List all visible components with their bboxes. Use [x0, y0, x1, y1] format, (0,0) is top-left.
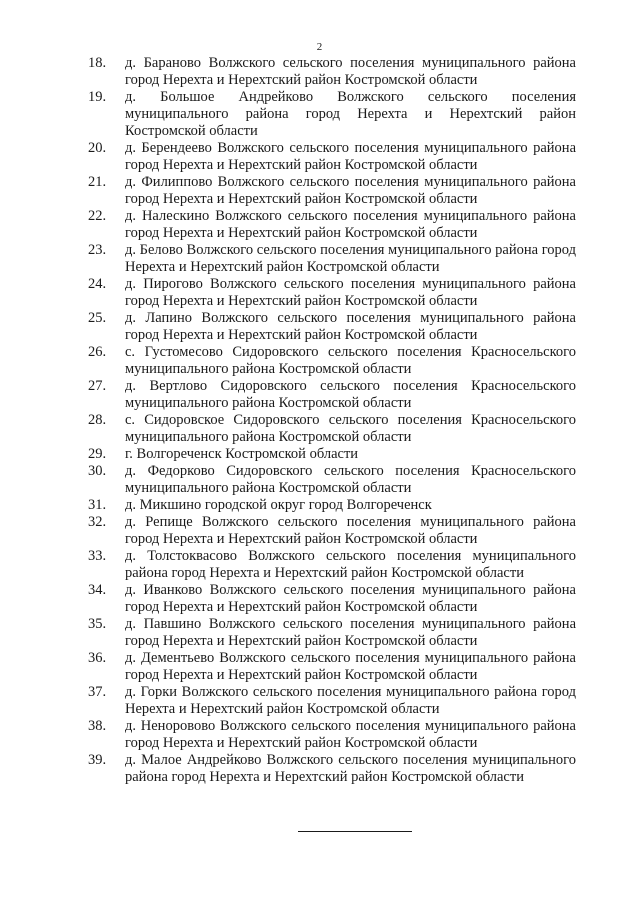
list-item — [88, 412, 576, 446]
item-text: д. Репище Волжского сельского поселения муниципального района город Нерехта и Нерехтский район Костромской области — [125, 514, 576, 547]
item-number: 20. — [88, 140, 107, 156]
item-text: д. Федорково Сидоровского сельского поселения Красносельского муниципального района Костромской области — [125, 463, 576, 496]
item-text: д. Иванково Волжского сельского поселения муниципального района город Нерехта и Нерехтский район Костромской области — [125, 582, 576, 615]
item-number: 31. — [88, 497, 107, 513]
list-item — [88, 752, 576, 786]
item-text: д. Налескино Волжского сельского поселения муниципального района город Нерехта и Нерехтский район Костромской области — [125, 208, 576, 241]
settlement-list — [88, 55, 576, 786]
list-item — [88, 684, 576, 718]
item-text: д. Белово Волжского сельского поселения муниципального района город Нерехта и Нерехтский район Костромской области — [125, 242, 576, 275]
item-text: с. Густомесово Сидоровского сельского поселения Красносельского муниципального района Костромской области — [125, 344, 576, 377]
item-text: д. Бараново Волжского сельского поселения муниципального района город Нерехта и Нерехтский район Костромской области — [125, 55, 576, 88]
item-number: 32. — [88, 514, 107, 530]
list-item — [88, 514, 576, 548]
item-number: 29. — [88, 446, 107, 462]
item-number: 23. — [88, 242, 107, 258]
item-number: 39. — [88, 752, 107, 768]
item-text: с. Сидоровское Сидоровского сельского поселения Красносельского муниципального района Костромской области — [125, 412, 576, 445]
item-number: 26. — [88, 344, 107, 360]
item-number: 33. — [88, 548, 107, 564]
item-text: д. Горки Волжского сельского поселения муниципального района город Нерехта и Нерехтский район Костромской области — [125, 684, 576, 717]
item-number: 36. — [88, 650, 107, 666]
item-text: д. Павшино Волжского сельского поселения муниципального района город Нерехта и Нерехтский район Костромской области — [125, 616, 576, 649]
list-item — [88, 208, 576, 242]
item-number: 37. — [88, 684, 107, 700]
item-text: д. Вертлово Сидоровского сельского поселения Красносельского муниципального района Костромской области — [125, 378, 576, 411]
item-text: д. Пирогово Волжского сельского поселения муниципального района город Нерехта и Нерехтский район Костромской области — [125, 276, 576, 309]
item-number: 18. — [88, 55, 107, 71]
item-number: 22. — [88, 208, 107, 224]
item-number: 38. — [88, 718, 107, 734]
list-item — [88, 242, 576, 276]
list-item — [88, 650, 576, 684]
list-item — [88, 55, 576, 89]
item-number: 24. — [88, 276, 107, 292]
closing-divider — [298, 831, 412, 832]
list-item — [88, 140, 576, 174]
page-number: 2 — [316, 41, 323, 53]
item-number: 27. — [88, 378, 107, 394]
list-item — [88, 582, 576, 616]
list-item — [88, 310, 576, 344]
item-text: д. Неноровово Волжского сельского поселения муниципального района город Нерехта и Нерехтский район Костромской области — [125, 718, 576, 751]
item-text: д. Филиппово Волжского сельского поселения муниципального района город Нерехта и Нерехтский район Костромской области — [125, 174, 576, 207]
item-number: 21. — [88, 174, 107, 190]
list-item — [88, 548, 576, 582]
item-text: д. Микшино городской округ город Волгореченск — [125, 497, 432, 513]
item-text: д. Малое Андрейково Волжского сельского поселения муниципального района город Нерехта и Нерехтский район Костромской области — [125, 752, 576, 785]
item-text: д. Лапино Волжского сельского поселения муниципального района город Нерехта и Нерехтский район Костромской области — [125, 310, 576, 343]
item-number: 35. — [88, 616, 107, 632]
list-item — [88, 616, 576, 650]
item-text: д. Дементьево Волжского сельского поселения муниципального района город Нерехта и Нерехтский район Костромской области — [125, 650, 576, 683]
list-item — [88, 344, 576, 378]
item-number: 30. — [88, 463, 107, 479]
item-number: 25. — [88, 310, 107, 326]
item-number: 19. — [88, 89, 107, 105]
item-text: г. Волгореченск Костромской области — [125, 446, 359, 462]
list-item — [88, 446, 576, 463]
item-number: 34. — [88, 582, 107, 598]
item-text: д. Толстоквасово Волжского сельского поселения муниципального района город Нерехта и Нерехтский район Костромской области — [125, 548, 576, 581]
list-item — [88, 174, 576, 208]
list-item — [88, 378, 576, 412]
item-text: д. Большое Андрейково Волжского сельского поселения муниципального района город Нерехта и Нерехтский район Костромской области — [125, 89, 576, 139]
list-item — [88, 463, 576, 497]
item-text: д. Берендеево Волжского сельского поселения муниципального района город Нерехта и Нерехтский район Костромской области — [125, 140, 576, 173]
list-item — [88, 276, 576, 310]
list-item — [88, 89, 576, 140]
item-number: 28. — [88, 412, 107, 428]
list-item — [88, 718, 576, 752]
list-item — [88, 497, 576, 514]
